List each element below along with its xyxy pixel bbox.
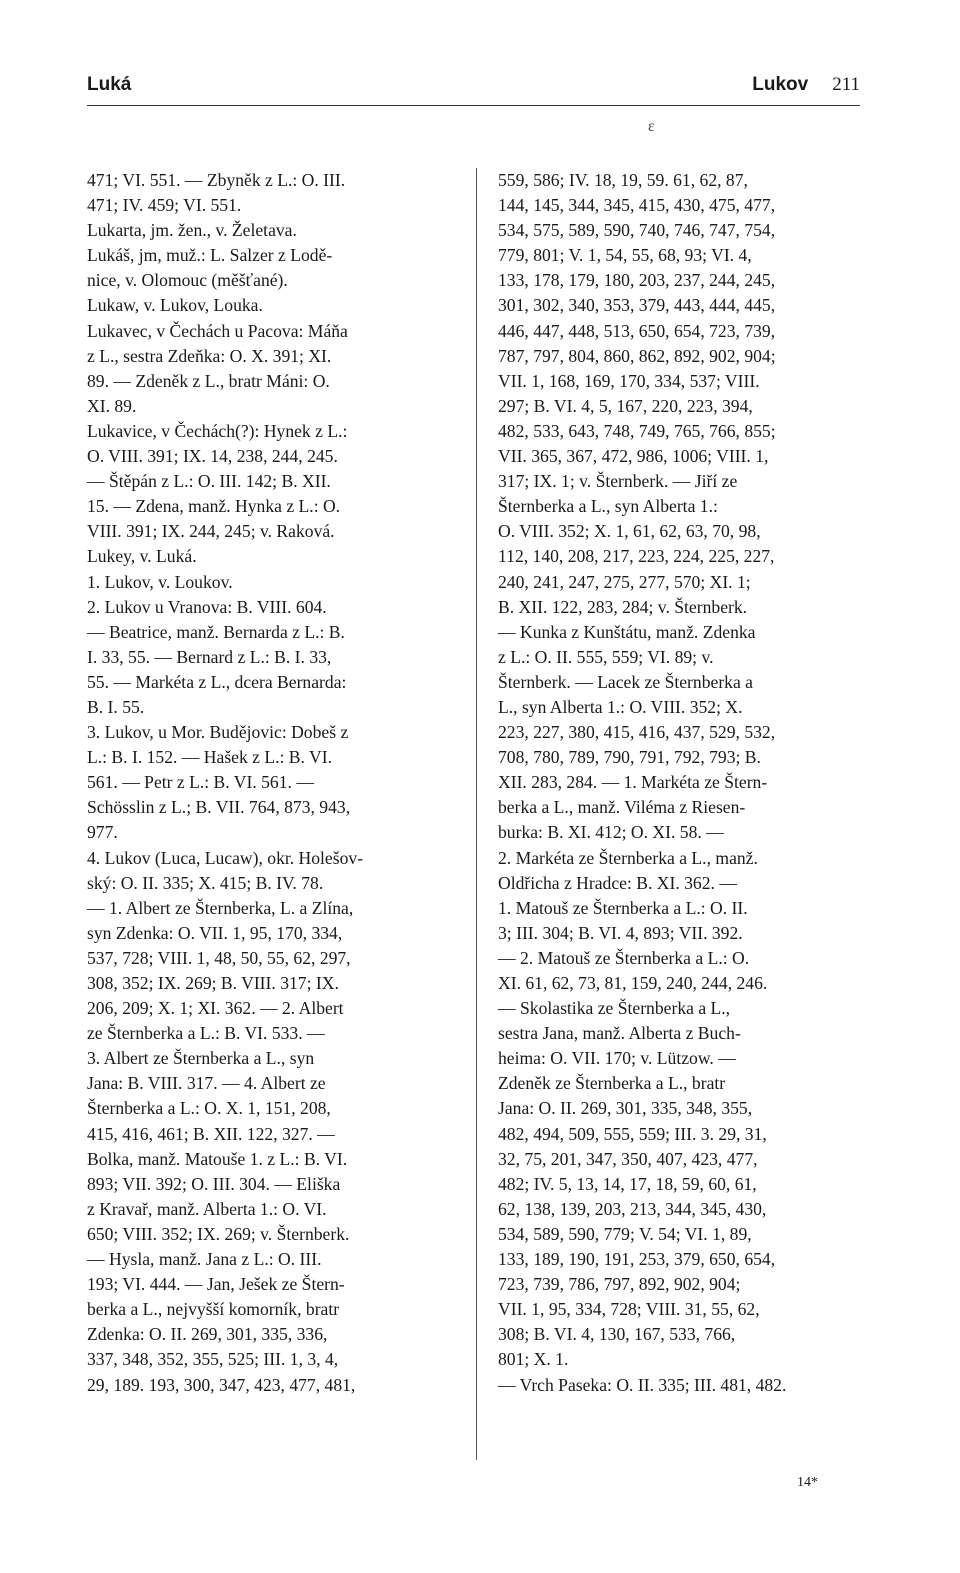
text-line: 62, 138, 139, 203, 213, 344, 345, 430, — [498, 1198, 767, 1219]
text-line: Jana: O. II. 269, 301, 335, 348, 355, — [498, 1098, 753, 1119]
text-line: 723, 739, 786, 797, 892, 902, 904; — [498, 1274, 741, 1295]
text-line: Bolka, manž. Matouše 1. z L.: B. VI. — [87, 1148, 348, 1169]
text-line: 415, 416, 461; B. XII. 122, 327. — — [87, 1123, 335, 1144]
text-line: 534, 589, 590, 779; V. 54; VI. 1, 89, — [498, 1223, 752, 1244]
text-line: ze Šternberka a L.: B. VI. 533. — — [87, 1023, 325, 1044]
text-line: 297; B. VI. 4, 5, 167, 220, 223, 394, — [498, 395, 753, 416]
text-line: 3; III. 304; B. VI. 4, 893; VII. 392. — [498, 922, 743, 943]
text-line: 317; IX. 1; v. Šternberk. — Jiří ze — [498, 471, 738, 492]
text-line: 1. Matouš ze Šternberka a L.: O. II. — [498, 897, 748, 918]
text-line: — 1. Albert ze Šternberka, L. a Zlína, — [87, 897, 354, 918]
text-line: 708, 780, 789, 790, 791, 792, 793; B. — [498, 747, 761, 768]
page-number: 211 — [832, 74, 860, 95]
text-line: Šternberka a L., syn Alberta 1.: — [498, 496, 718, 517]
text-line: Zdeněk ze Šternberka a L., bratr — [498, 1073, 726, 1094]
text-line: 32, 75, 201, 347, 350, 407, 423, 477, — [498, 1148, 758, 1169]
text-line: Šternberk. — Lacek ze Šternberka a — [498, 671, 753, 692]
text-line: 206, 209; X. 1; XI. 362. — 2. Albert — [87, 998, 344, 1019]
text-line: VII. 1, 168, 169, 170, 334, 537; VIII. — [498, 370, 760, 391]
text-line: Lukáš, jm, muž.: L. Salzer z Lodě- — [87, 245, 333, 266]
text-line: 893; VII. 392; O. III. 304. — Eliška — [87, 1173, 341, 1194]
text-line: 29, 189. 193, 300, 347, 423, 477, 481, — [87, 1374, 356, 1395]
signature-mark: 14* — [797, 1475, 818, 1490]
text-line: 1. Lukov, v. Loukov. — [87, 571, 233, 592]
header-right — [752, 74, 860, 96]
text-line: — Beatrice, manž. Bernarda z L.: B. — [87, 621, 345, 642]
text-line: z L.: O. II. 555, 559; VI. 89; v. — [498, 646, 714, 667]
text-line: L.: B. I. 152. — Hašek z L.: B. VI. — [87, 747, 332, 768]
text-line: 779, 801; V. 1, 54, 55, 68, 93; VI. 4, — [498, 245, 752, 266]
text-line: 482, 494, 509, 555, 559; III. 3. 29, 31, — [498, 1123, 767, 1144]
text-line: Lukavice, v Čechách(?): Hynek z L.: — [87, 420, 348, 441]
right-column — [498, 168, 860, 1398]
text-line: 471; IV. 459; VI. 551. — [87, 195, 242, 216]
header-rule — [87, 105, 860, 106]
text-line: Jana: B. VIII. 317. — 4. Albert ze — [87, 1073, 326, 1094]
text-line: 446, 447, 448, 513, 650, 654, 723, 739, — [498, 320, 776, 341]
column-divider — [476, 168, 477, 1460]
text-line: Šternberka a L.: O. X. 1, 151, 208, — [87, 1098, 331, 1119]
running-header — [87, 74, 860, 102]
text-line: 223, 227, 380, 415, 416, 437, 529, 532, — [498, 722, 776, 743]
text-line: 3. Albert ze Šternberka a L., syn — [87, 1048, 315, 1069]
text-line: 482, 533, 643, 748, 749, 765, 766, 855; — [498, 420, 776, 441]
text-line: 133, 178, 179, 180, 203, 237, 244, 245, — [498, 270, 776, 291]
text-line: O. VIII. 352; X. 1, 61, 62, 63, 70, 98, — [498, 521, 761, 542]
text-line: VII. 365, 367, 472, 986, 1006; VIII. 1, — [498, 446, 769, 467]
text-line: 308; B. VI. 4, 130, 167, 533, 766, — [498, 1324, 736, 1345]
text-line: 559, 586; IV. 18, 19, 59. 61, 62, 87, — [498, 170, 748, 190]
text-line: berka a L., manž. Viléma z Riesen- — [498, 797, 746, 818]
text-line: 3. Lukov, u Mor. Budějovic: Dobeš z — [87, 722, 349, 743]
text-line: XI. 61, 62, 73, 81, 159, 240, 244, 246. — [498, 973, 768, 993]
text-line: 2. Lukov u Vranova: B. VIII. 604. — [87, 596, 327, 617]
text-line: berka a L., nejvyšší komorník, bratr — [87, 1299, 340, 1320]
text-line: nice, v. Olomouc (měšťané). — [87, 270, 288, 291]
text-line: Schösslin z L.; B. VII. 764, 873, 943, — [87, 797, 351, 818]
text-line: 2. Markéta ze Šternberka a L., manž. — [498, 847, 758, 868]
text-line: — Štěpán z L.: O. III. 142; B. XII. — [87, 471, 331, 492]
text-line: 112, 140, 208, 217, 223, 224, 225, 227, — [498, 546, 775, 567]
text-line: VIII. 391; IX. 244, 245; v. Raková. — [87, 521, 335, 542]
text-line: XI. 89. — [87, 395, 137, 416]
text-line: 4. Lukov (Luca, Lucaw), okr. Holešov- — [87, 847, 364, 868]
text-line: B. I. 55. — [87, 696, 145, 717]
text-line: 482; IV. 5, 13, 14, 17, 18, 59, 60, 61, — [498, 1173, 757, 1194]
text-line: 89. — Zdeněk z L., bratr Máni: O. — [87, 370, 330, 391]
text-line: XII. 283, 284. — 1. Markéta ze Štern- — [498, 772, 768, 793]
text-line: Zdenka: O. II. 269, 301, 335, 336, — [87, 1324, 328, 1345]
text-line: 55. — Markéta z L., dcera Bernarda: — [87, 671, 347, 692]
text-line: 133, 189, 190, 191, 253, 379, 650, 654, — [498, 1249, 776, 1270]
margin-mark: ɛ — [648, 118, 655, 135]
text-line: 537, 728; VIII. 1, 48, 50, 55, 62, 297, — [87, 947, 351, 968]
text-line: heima: O. VII. 170; v. Lützow. — — [498, 1048, 736, 1069]
text-line: O. VIII. 391; IX. 14, 238, 244, 245. — [87, 446, 338, 467]
text-line: ský: O. II. 335; X. 415; B. IV. 78. — [87, 872, 324, 893]
text-line: 193; VI. 444. — Jan, Ješek ze Štern- — [87, 1274, 345, 1295]
text-line: 337, 348, 352, 355, 525; III. 1, 3, 4, — [87, 1349, 339, 1370]
text-line: — Kunka z Kunštátu, manž. Zdenka — [498, 621, 756, 642]
text-line: 301, 302, 340, 353, 379, 443, 444, 445, — [498, 295, 776, 316]
text-line: 471; VI. 551. — Zbyněk z L.: O. III. — [87, 170, 346, 190]
header-right-headword: Lukov — [752, 74, 809, 95]
text-line: L., syn Alberta 1.: O. VIII. 352; X. — [498, 696, 743, 717]
text-line: sestra Jana, manž. Alberta z Buch- — [498, 1023, 741, 1044]
text-line: Lukaw, v. Lukov, Louka. — [87, 295, 263, 316]
text-line: z Kravař, manž. Alberta 1.: O. VI. — [87, 1198, 327, 1219]
text-line: 787, 797, 804, 860, 862, 892, 902, 904; — [498, 345, 776, 366]
text-line: 15. — Zdena, manž. Hynka z L.: O. — [87, 496, 341, 517]
text-line: 240, 241, 247, 275, 277, 570; XI. 1; — [498, 571, 751, 592]
text-line: Lukavec, v Čechách u Pacova: Máňa — [87, 320, 348, 341]
text-line: Lukey, v. Luká. — [87, 546, 197, 567]
text-line: VII. 1, 95, 334, 728; VIII. 31, 55, 62, — [498, 1299, 760, 1320]
text-line: 308, 352; IX. 269; B. VIII. 317; IX. — [87, 973, 339, 993]
text-line: z L., sestra Zdeňka: O. X. 391; XI. — [87, 345, 332, 366]
text-line: 144, 145, 344, 345, 415, 430, 475, 477, — [498, 195, 776, 216]
text-line: syn Zdenka: O. VII. 1, 95, 170, 334, — [87, 922, 343, 943]
text-line: 977. — [87, 822, 118, 843]
text-line: — 2. Matouš ze Šternberka a L.: O. — [498, 947, 750, 968]
text-line: — Skolastika ze Šternberka a L., — [498, 998, 731, 1019]
left-column — [87, 168, 449, 1398]
text-line: — Hysla, manž. Jana z L.: O. III. — [87, 1249, 322, 1270]
text-line: burka: B. XI. 412; O. XI. 58. — — [498, 822, 724, 843]
text-line: Oldřicha z Hradce: B. XI. 362. — — [498, 872, 737, 893]
text-line: B. XII. 122, 283, 284; v. Šternberk. — [498, 596, 748, 617]
text-line: 534, 575, 589, 590, 740, 746, 747, 754, — [498, 220, 776, 241]
text-line: — Vrch Paseka: O. II. 335; III. 481, 482. — [498, 1374, 787, 1395]
header-left-headword: Luká — [87, 74, 132, 95]
text-line: I. 33, 55. — Bernard z L.: B. I. 33, — [87, 646, 332, 667]
text-line: Lukarta, jm. žen., v. Želetava. — [87, 220, 297, 241]
text-line: 561. — Petr z L.: B. VI. 561. — — [87, 772, 314, 793]
text-line: 801; X. 1. — [498, 1349, 569, 1370]
text-line: 650; VIII. 352; IX. 269; v. Šternberk. — [87, 1223, 350, 1244]
